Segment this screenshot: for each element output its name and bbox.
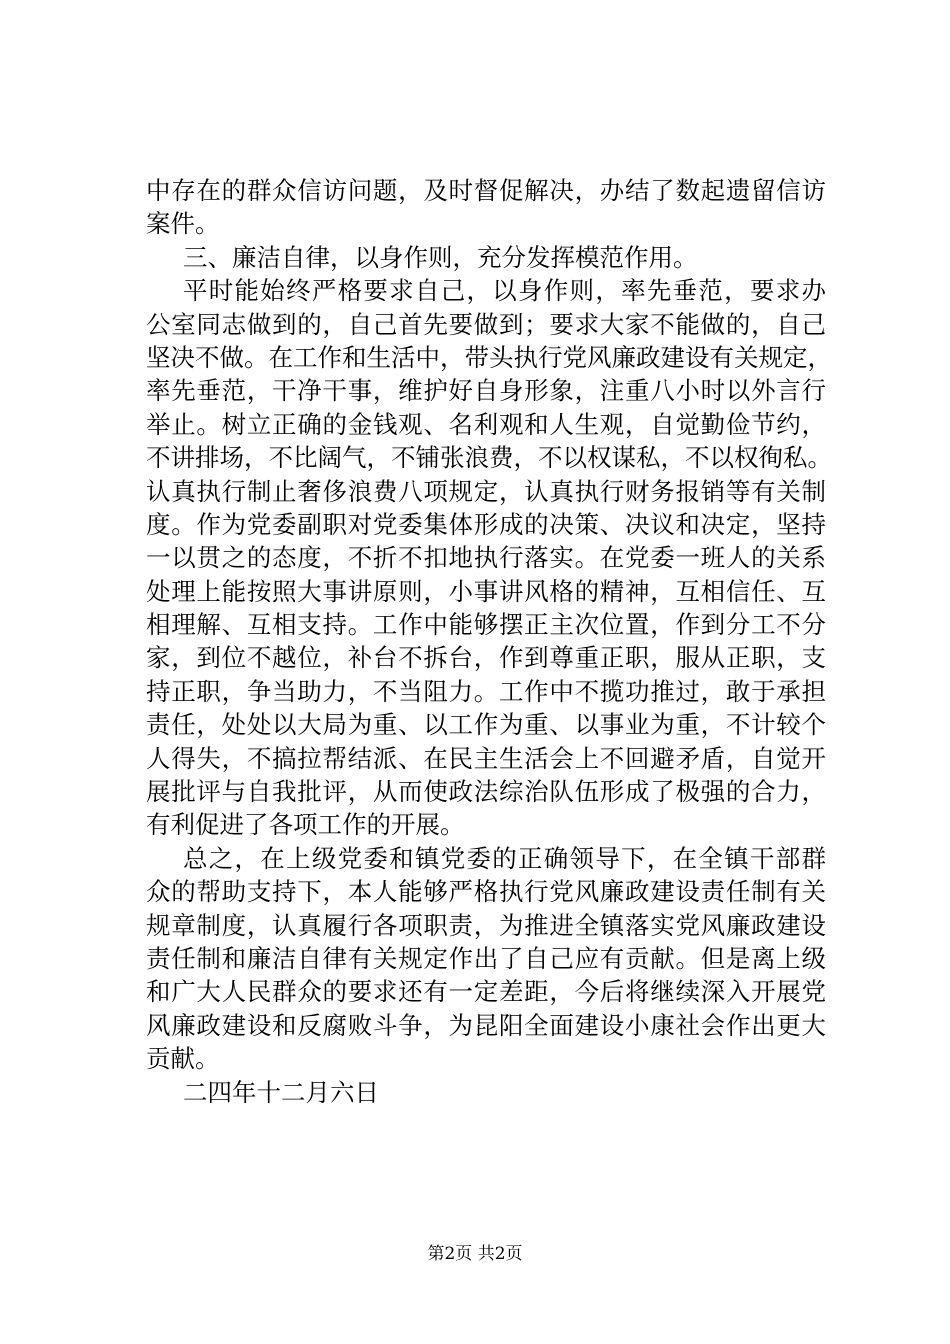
document-line: 责任制和廉洁自律有关规定作出了自己应有贡献。但是离上级 (146, 943, 826, 973)
document-line: 相理解、互相支持。工作中能够摆正主次位置，作到分工不分 (146, 610, 826, 640)
document-line: 中存在的群众信访问题，及时督促解决，办结了数起遗留信访 (146, 176, 826, 205)
document-line: 展批评与自我批评，从而使政法综治队伍形成了极强的合力， (146, 777, 826, 807)
document-line: 案件。 (146, 209, 220, 239)
document-line: 坚决不做。在工作和生活中，带头执行党风廉政建设有关规定， (146, 342, 832, 372)
document-line: 认真执行制止奢侈浪费八项规定，认真执行财务报销等有关制 (146, 476, 826, 506)
document-line: 风廉政建设和反腐败斗争，为昆阳全面建设小康社会作出更大 (146, 1010, 826, 1040)
document-line: 持正职，争当助力，不当阻力。工作中不揽功推过，敢于承担 (146, 676, 826, 706)
document-line: 公室同志做到的，自己首先要做到；要求大家不能做的，自己 (146, 309, 826, 339)
document-line: 处理上能按照大事讲原则，小事讲风格的精神，互相信任、互 (146, 576, 826, 606)
document-line: 人得失，不搞拉帮结派、在民主生活会上不回避矛盾，自觉开 (146, 743, 826, 773)
document-line: 和广大人民群众的要求还有一定差距，今后将继续深入开展党 (146, 977, 826, 1007)
document-line: 平时能始终严格要求自己，以身作则，率先垂范，要求办 (183, 276, 826, 306)
page-footer: 第2页 共2页 (427, 1244, 523, 1264)
document-line: 有利促进了各项工作的开展。 (146, 810, 465, 840)
document-body (146, 174, 832, 1109)
document-line: 贡献。 (146, 1044, 220, 1074)
document-line: 二四年十二月六日 (183, 1077, 379, 1107)
document-line: 举止。树立正确的金钱观、名利观和人生观，自觉勤俭节约， (146, 409, 826, 439)
document-line: 责任，处处以大局为重、以工作为重、以事业为重，不计较个 (146, 710, 826, 740)
document-line: 度。作为党委副职对党委集体形成的决策、决议和决定，坚持 (146, 509, 826, 539)
document-line: 不讲排场，不比阔气，不铺张浪费，不以权谋私，不以权徇私。 (146, 443, 832, 473)
document-line: 众的帮助支持下，本人能够严格执行党风廉政建设责任制有关 (146, 877, 826, 907)
document-line: 规章制度，认真履行各项职责，为推进全镇落实党风廉政建设 (146, 910, 826, 940)
document-line: 率先垂范，干净干事，维护好自身形象，注重八小时以外言行 (146, 376, 826, 406)
document-line: 三、廉洁自律，以身作则，充分发挥模范作用。 (183, 242, 698, 272)
document-line: 家，到位不越位，补台不拆台，作到尊重正职，服从正职，支 (146, 643, 826, 673)
document-line: 总之，在上级党委和镇党委的正确领导下，在全镇干部群 (183, 843, 826, 873)
document-line: 一以贯之的态度，不折不扣地执行落实。在党委一班人的关系 (146, 543, 826, 573)
